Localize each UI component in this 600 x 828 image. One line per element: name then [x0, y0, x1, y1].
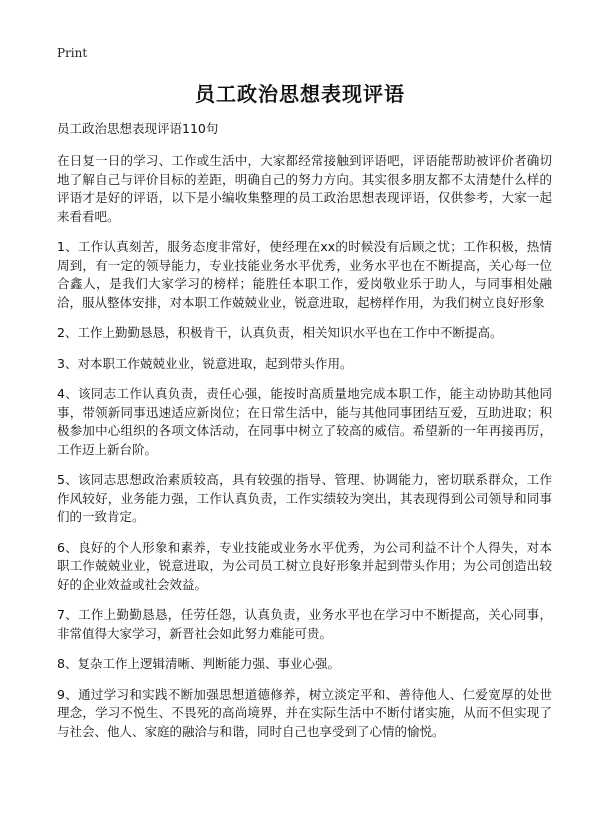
document-body — [57, 152, 552, 753]
intro-paragraph: 在日复一日的学习、工作或生活中，大家都经常接触到评语吧，评语能帮助被评价者确切地了解自己与评价目标的差距，明确自己的努力方向。其实很多朋友都不太清楚什么样的评语才是好的评语，以下是小编收集整理的员工政治思想表现评语，仅供参考，大家一起来看看吧。 — [57, 153, 552, 224]
comment-item-4: 4、该同志工作认真负责，责任心强，能按时高质量地完成本职工作，能主动协助其他同事，带领新同事迅速适应新岗位；在日常生活中，能与其他同事团结互爱，互助进取；积极参加中心组织的各项文体活动，在同事中树立了较高的威信。希望新的一年再接再厉，工作迈上新台阶。 — [57, 386, 552, 457]
comment-item-2: 2、工作上勤勤恳恳，积极肯干，认真负责，相关知识水平也在工作中不断提高。 — [57, 325, 503, 340]
page-title: 员工政治思想表现评语 — [195, 82, 405, 106]
comment-item-5: 5、该同志思想政治素质较高，具有较强的指导、管理、协调能力，密切联系群众，工作作风较好，业务能力强，工作认真负责，工作实绩较为突出，其表现得到公司领导和同事们的一致肯定。 — [57, 472, 552, 524]
document-subtitle: 员工政治思想表现评语110句 — [57, 121, 219, 136]
comment-item-8: 8、复杂工作上逻辑清晰、判断能力强、事业心强。 — [57, 656, 340, 671]
comment-item-6: 6、良好的个人形象和素养，专业技能或业务水平优秀，为公司利益不计个人得失，对本职工作兢兢业业，锐意进取，为公司员工树立良好形象并起到带头作用；为公司创造出较好的企业效益或社会效益。 — [57, 539, 552, 592]
comment-item-9: 9、通过学习和实践不断加强思想道德修养，树立淡定平和、善待他人、仁爱宽厚的处世理念，学习不悦生、不畏死的高尚境界，并在实际生活中不断付诸实施，从而不但实现了与社会、他人、家庭的融洽与和谐，同时自己也享受到了心情的愉悦。 — [57, 686, 552, 739]
comment-item-1: 1、工作认真刻苦，服务态度非常好，使经理在xx的时候没有后顾之忧；工作积极，热情周到，有一定的领导能力，专业技能业务水平优秀，业务水平也在不断提高，关心每一位合鑫人，是我们大家学习的榜样；能胜任本职工作，爱岗敬业乐于助人，与同事相处融洽，服从整体安排，对本职工作兢兢业业，锐意进取，起榜样作用，为我们树立良好形象 — [57, 239, 552, 310]
comment-item-7: 7、工作上勤勤恳恳，任劳任怨，认真负责，业务水平也在学习中不断提高，关心同事，非常值得大家学习，新晋社会如此努力难能可贵。 — [57, 607, 552, 641]
comment-item-3: 3、对本职工作兢兢业业，锐意进取，起到带头作用。 — [57, 355, 353, 371]
print-link[interactable]: Print — [57, 46, 88, 60]
